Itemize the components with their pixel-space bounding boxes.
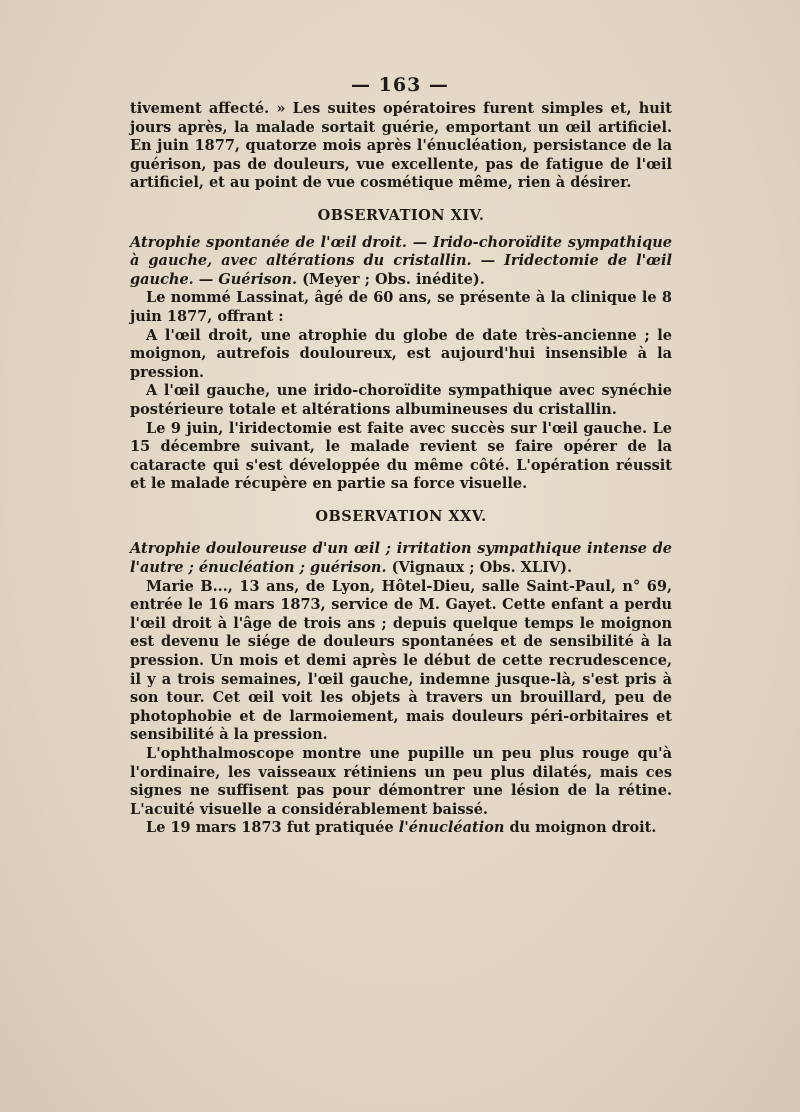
- observation-14-paragraph-2: A l'œil droit, une atrophie du globe de date très-ancienne ; le moignon, autrefois douloureux, est aujourd'hui insensible à la pression.: [130, 326, 672, 381]
- page-number: — 163 —: [351, 74, 449, 96]
- observation-15-title: [130, 540, 672, 577]
- observation-15-p3-italic: l'énucléation: [398, 819, 505, 837]
- observation-14-title: [130, 234, 672, 290]
- observation-14-title-text: Atrophie spontanée de l'œil droit. — Irido-choroïdite sympathique à gauche, avec altérations du cristallin. — Iridectomie de l'œil gauche. — Guérison.: [130, 233, 672, 288]
- observation-14-paragraph-3: A l'œil gauche, une irido-choroïdite sympathique avec synéchie postérieure totale et altérations albumineuses du cristallin.: [130, 382, 672, 418]
- observation-15-paragraph-1: Marie B..., 13 ans, de Lyon, Hôtel-Dieu, salle Saint-Paul, n° 69, entrée le 16 mars 1873, service de M. Gayet. Cette enfant a perdu l'œil droit à l'âge de trois ans ; depuis quelque temps le moignon est devenu le siége de douleurs spontanées et de sensibilité à la pression. Un mois et demi après le début de cette recrudescence, il y a trois semaines, l'œil gauche, indemne jusque-là, s'est pris à son tour. Cet œil voit les objets à travers un brouillard, peu de photophobie et de larmoiement, mais douleurs péri-orbitaires et sensibilité à la pression.: [130, 577, 672, 744]
- observation-15-heading: OBSERVATION XXV.: [315, 507, 487, 525]
- observation-14-paragraph-1: Le nommé Lassinat, âgé de 60 ans, se présente à la clinique le 8 juin 1877, offrant :: [130, 289, 672, 325]
- observation-15-p3-end: du moignon droit.: [504, 819, 657, 837]
- observation-15-title-text: Atrophie douloureuse d'un œil ; irritation sympathique intense de l'autre ; énucléation ; guérison.: [130, 540, 672, 577]
- text-body: [130, 100, 672, 838]
- observation-15-reference: (Vignaux ; Obs. XLIV).: [391, 559, 573, 577]
- observation-15-paragraph-2: L'ophthalmoscope montre une pupille un peu plus rouge qu'à l'ordinaire, les vaisseaux rétiniens un peu plus dilatés, mais ces signes ne suffisent pas pour démontrer une lésion de la rétine. L'acuité visuelle a considérablement baissé.: [130, 745, 672, 818]
- observation-14-paragraph-4: Le 9 juin, l'iridectomie est faite avec succès sur l'œil gauche. Le 15 décembre suivant, le malade revient se faire opérer de la cataracte qui s'est développée du même côté. L'opération réussit et le malade récupère en partie sa force visuelle.: [130, 419, 672, 493]
- observation-14-reference: (Meyer ; Obs. inédite).: [302, 270, 485, 288]
- observation-15-p3-start: Le 19 mars 1873 fut pratiquée: [146, 819, 399, 837]
- observation-15-paragraph-3: [130, 819, 672, 838]
- observation-14-heading: OBSERVATION XIV.: [317, 206, 485, 224]
- intro-paragraph: tivement affecté. » Les suites opératoires furent simples et, huit jours après, la malade sortait guérie, emportant un œil artificiel. En juin 1877, quatorze mois après l'énucléation, persistance de la guérison, pas de douleurs, vue excellente, pas de fatigue de l'œil artificiel, et au point de vue cosmétique même, rien à désirer.: [130, 100, 672, 192]
